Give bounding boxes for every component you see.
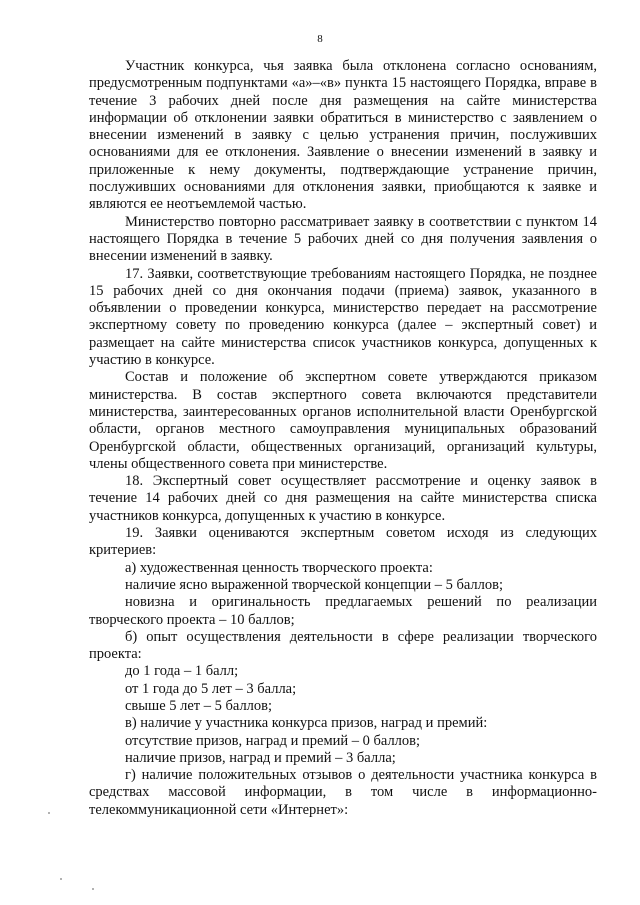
paragraph-expert-council-composition: Состав и положение об экспертном совете утверждаются приказом министерства. В состав экспертного совета включаются представители министерства, заинтересованных органов исполнительной власти Оренбургской области, органов местного самоуправления муниципальных образований Оренбургской области, общественных организаций, организаций культуры, члены общественного совета при министерстве. (89, 369, 597, 472)
criterion-c-heading: в) наличие у участника конкурса призов, наград и премий: (125, 715, 488, 732)
paragraph-item-18: 18. Экспертный совет осуществляет рассмотрение и оценку заявок в течение 14 рабочих дней со дня размещения на сайте министерства списка участников конкурса, допущенных к участию в конкурсе. (89, 473, 597, 524)
paragraph-item-17: 17. Заявки, соответствующие требованиям настоящего Порядка, не позднее 15 рабочих дней со дня окончания подачи (приема) заявок, указанного в объявлении о проведении конкурса, министерство передает на рассмотрение экспертному совету по проведению конкурса (далее – экспертный совет) и размещает на сайте министерства список участников конкурса, допущенных к участию в конкурсе. (89, 265, 597, 369)
document-body (89, 58, 597, 819)
scan-dot-mark (92, 888, 94, 890)
criterion-b-up-to-1-year: до 1 года – 1 балл; (125, 663, 239, 680)
criterion-d-heading: г) наличие положительных отзывов о деятельности участника конкурса в средствах массовой информации, в том числе в информационно-телекоммуникационной сети «Интернет»: (89, 767, 597, 818)
criterion-a-heading: а) художественная ценность творческого проекта: (125, 559, 433, 576)
paragraph-repeat-review: Министерство повторно рассматривает заявку в соответствии с пунктом 14 настоящего Порядка в течение 5 рабочих дней со дня получения заявления о внесении изменений в заявку. (89, 213, 597, 265)
criterion-a-novelty: новизна и оригинальность предлагаемых решений по реализации творческого проекта – 10 баллов; (89, 594, 597, 628)
criterion-c-awards: наличие призов, наград и премий – 3 балла; (125, 749, 396, 766)
criterion-b-over-5-years: свыше 5 лет – 5 баллов; (125, 697, 273, 714)
scan-dot-mark (60, 878, 62, 880)
page-number: 8 (317, 33, 323, 45)
criterion-b-1-to-5-years: от 1 года до 5 лет – 3 балла; (125, 680, 297, 697)
criterion-c-no-awards: отсутствие призов, наград и премий – 0 баллов; (125, 732, 421, 749)
criterion-a-concept: наличие ясно выраженной творческой концепции – 5 баллов; (125, 576, 504, 593)
criterion-b-heading: б) опыт осуществления деятельности в сфере реализации творческого проекта: (89, 628, 597, 663)
paragraph-item-19: 19. Заявки оцениваются экспертным советом исходя из следующих критериев: (89, 525, 597, 559)
paragraph-application-rejection: Участник конкурса, чья заявка была отклонена согласно основаниям, предусмотренным подпунктами «а»–«в» пункта 15 настоящего Порядка, вправе в течение 3 рабочих дней после дня размещения на сайте министерства информации об отклонении заявки обратиться в министерство с заявлением о внесении изменений в заявку с целью устранения причин, послуживших основаниями для ее отклонения. Заявление о внесении изменений в заявку и приложенные к нему документы, подтверждающие устранение причин, послуживших основаниями для отклонения заявки, приобщаются к заявке и являются ее неотъемлемой частью. (89, 58, 597, 213)
scan-dot-mark (48, 812, 50, 814)
